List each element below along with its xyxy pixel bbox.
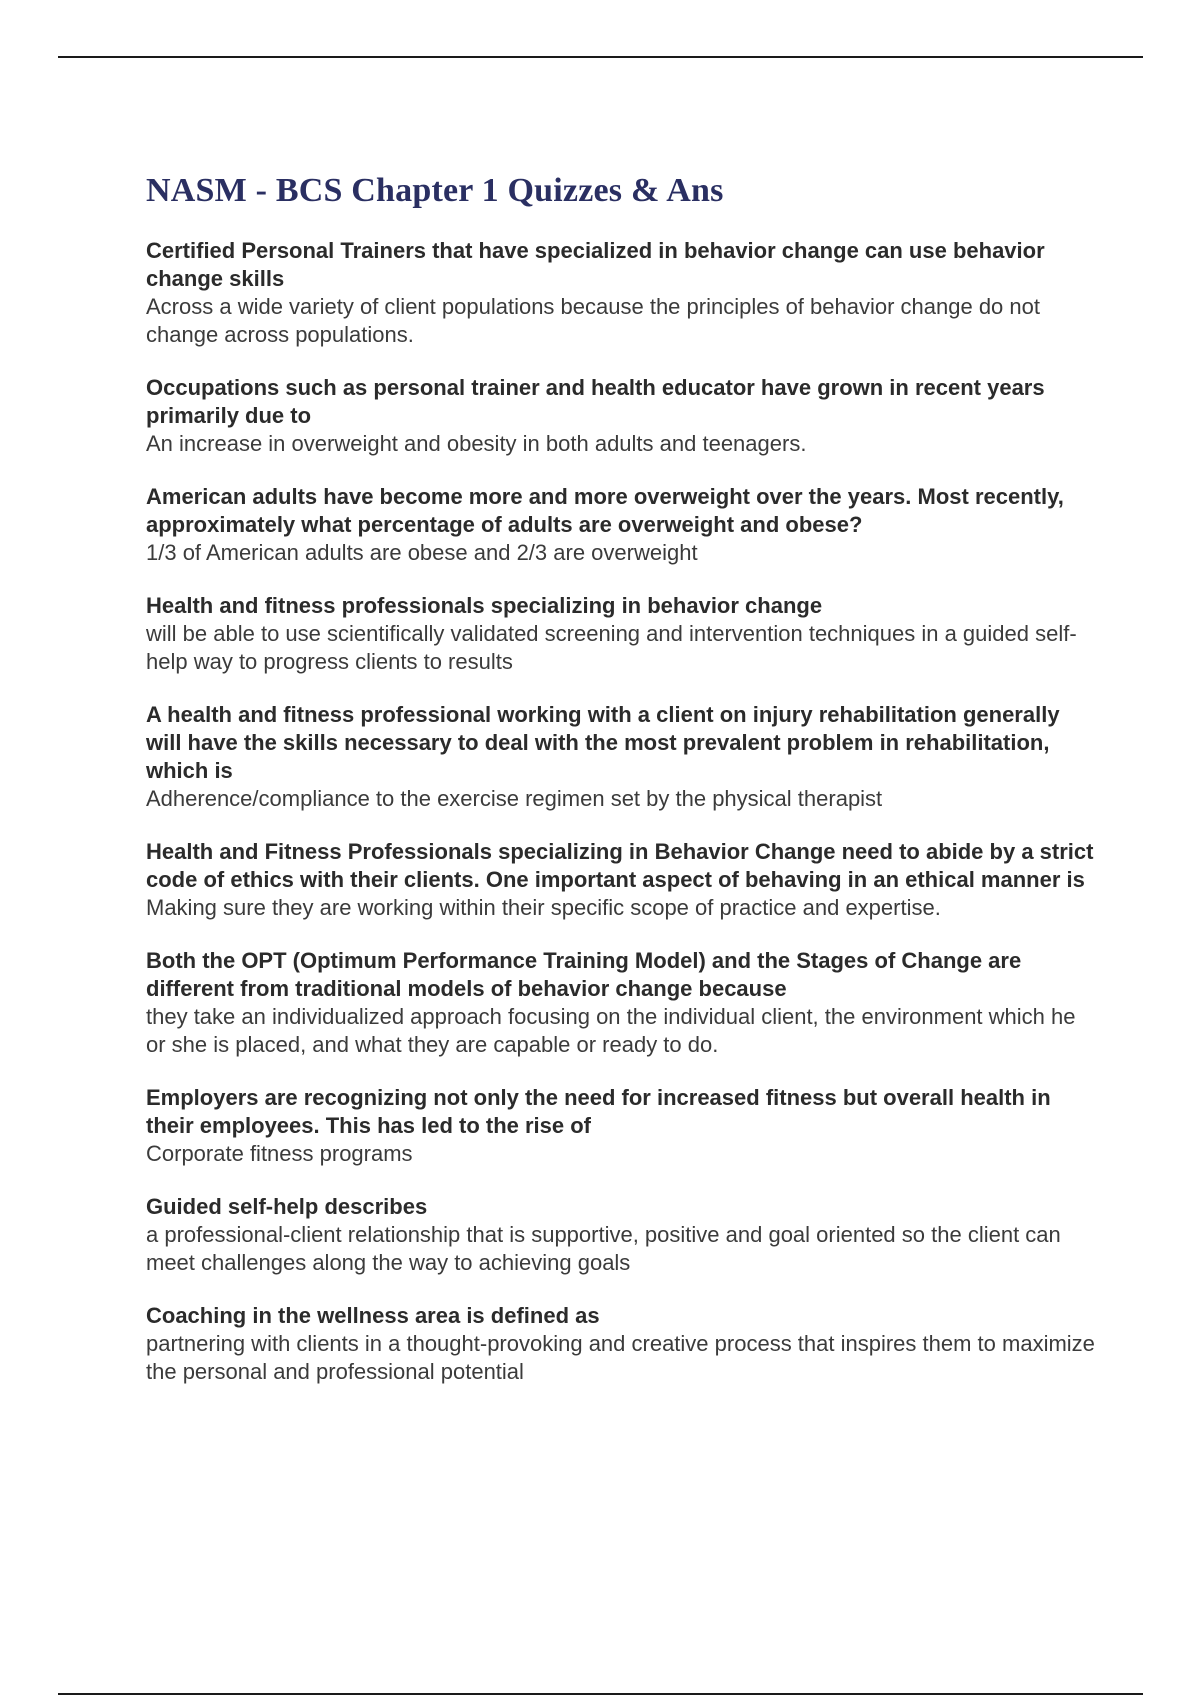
answer-text: partnering with clients in a thought-provoking and creative process that inspires them to maximize the personal and professional potential xyxy=(146,1330,1095,1384)
document-body xyxy=(146,170,1096,1411)
answer-text: Across a wide variety of client populations because the principles of behavior change do not change across populations. xyxy=(146,293,1040,347)
qa-item xyxy=(146,237,1096,349)
answer-text: will be able to use scientifically validated screening and intervention techniques in a guided self-help way to progress clients to results xyxy=(146,620,1077,674)
qa-item xyxy=(146,592,1096,676)
qa-item xyxy=(146,947,1096,1059)
question-text: Health and Fitness Professionals specializing in Behavior Change need to abide by a strict code of ethics with their clients. One important aspect of behaving in an ethical manner is xyxy=(146,838,1094,892)
question-text: American adults have become more and more overweight over the years. Most recently, approximately what percentage of adults are overweight and obese? xyxy=(146,483,1064,537)
qa-item xyxy=(146,701,1096,813)
question-text: Both the OPT (Optimum Performance Training Model) and the Stages of Change are different from traditional models of behavior change because xyxy=(146,947,1022,1001)
qa-item xyxy=(146,1302,1096,1386)
question-text: Employers are recognizing not only the need for increased fitness but overall health in their employees. This has led to the rise of xyxy=(146,1084,1051,1138)
bottom-rule xyxy=(58,1693,1143,1695)
answer-text: Making sure they are working within their specific scope of practice and expertise. xyxy=(146,894,941,920)
question-text: Guided self-help describes xyxy=(146,1193,428,1219)
question-text: Coaching in the wellness area is defined as xyxy=(146,1302,600,1328)
answer-text: Adherence/compliance to the exercise regimen set by the physical therapist xyxy=(146,785,883,811)
top-rule xyxy=(58,56,1143,58)
qa-item xyxy=(146,1193,1096,1277)
qa-item xyxy=(146,483,1096,567)
answer-text: An increase in overweight and obesity in both adults and teenagers. xyxy=(146,430,807,456)
question-text: A health and fitness professional working with a client on injury rehabilitation generally will have the skills necessary to deal with the most prevalent problem in rehabilitation, which is xyxy=(146,701,1060,783)
qa-item xyxy=(146,374,1096,458)
answer-text: they take an individualized approach focusing on the individual client, the environment which he or she is placed, and what they are capable or ready to do. xyxy=(146,1003,1076,1057)
question-text: Occupations such as personal trainer and health educator have grown in recent years primarily due to xyxy=(146,374,1045,428)
answer-text: Corporate fitness programs xyxy=(146,1140,413,1166)
page-title: NASM - BCS Chapter 1 Quizzes & Ans xyxy=(146,172,724,209)
qa-item xyxy=(146,1084,1096,1168)
question-text: Health and fitness professionals specializing in behavior change xyxy=(146,592,823,618)
answer-text: a professional-client relationship that is supportive, positive and goal oriented so the client can meet challenges along the way to achieving goals xyxy=(146,1221,1061,1275)
answer-text: 1/3 of American adults are obese and 2/3 are overweight xyxy=(146,539,698,565)
qa-item xyxy=(146,838,1096,922)
question-text: Certified Personal Trainers that have specialized in behavior change can use behavior change skills xyxy=(146,237,1045,291)
